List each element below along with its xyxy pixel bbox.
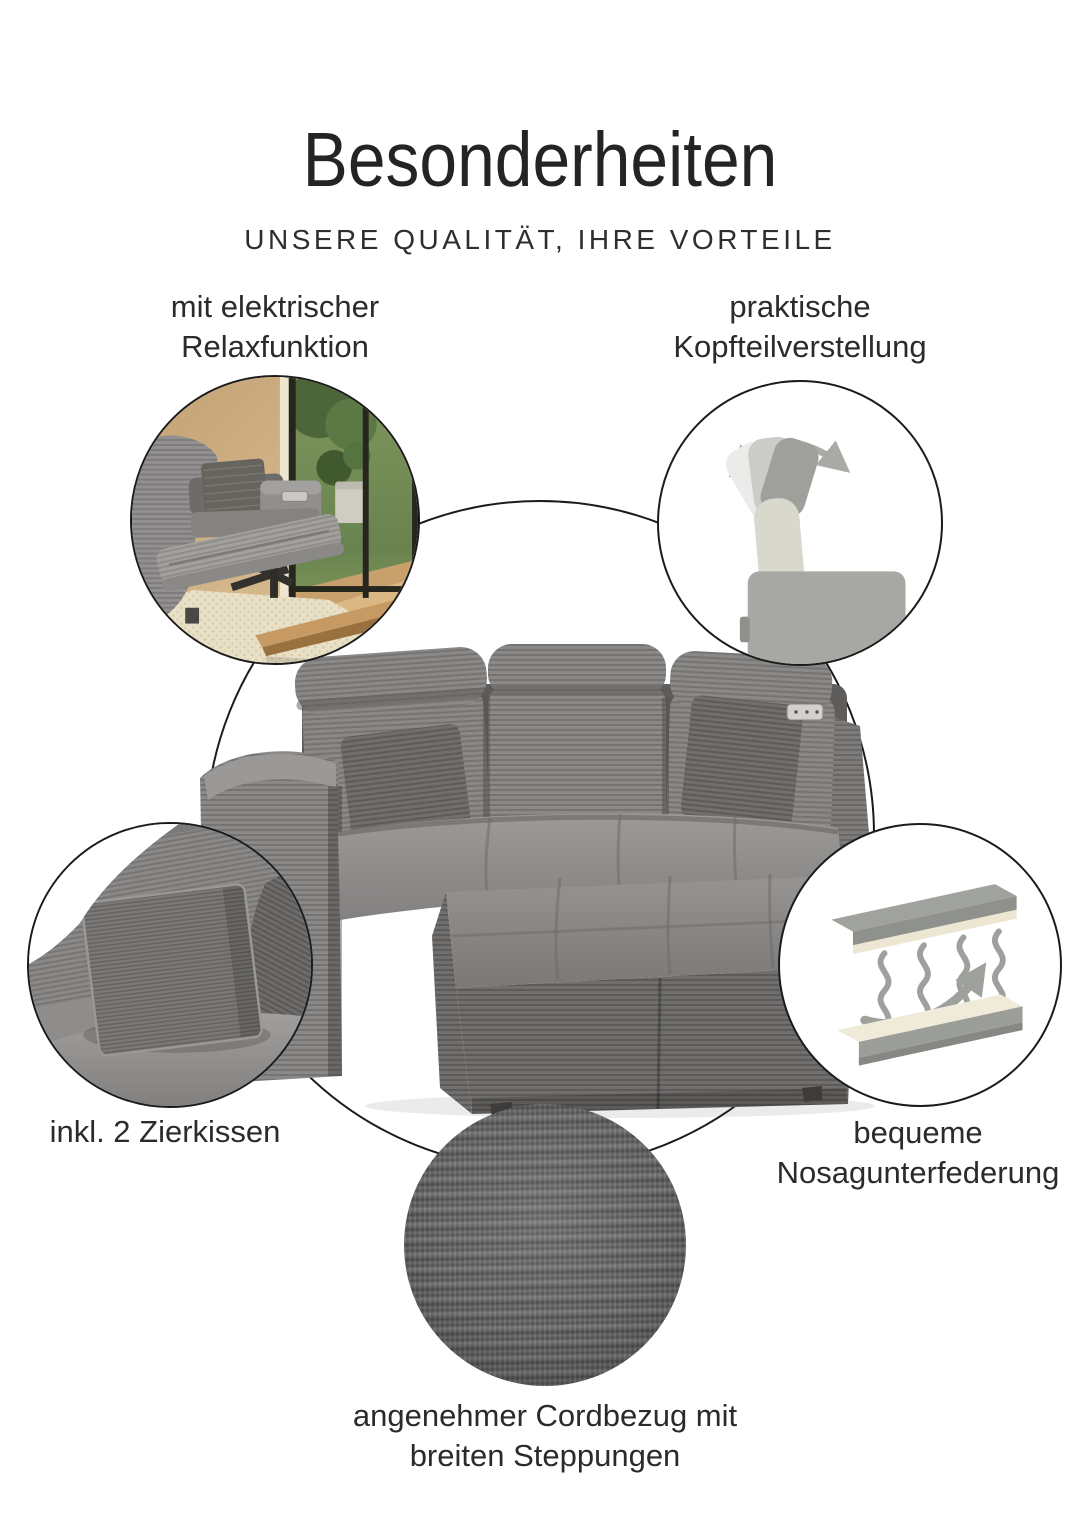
feature-label-pillows	[0, 1112, 330, 1152]
feature-label-line: breiten Steppungen	[409, 1438, 681, 1473]
feature-label-line: Kopfteilverstellung	[673, 329, 927, 364]
feature-icon-suspension	[778, 823, 1062, 1107]
feature-label-line: inkl. 2 Zierkissen	[49, 1114, 281, 1149]
feature-label-line: Relaxfunktion	[181, 329, 369, 364]
nosag-suspension-icon	[780, 825, 1060, 1105]
feature-label-line: angenehmer Cordbezug mit	[352, 1398, 738, 1433]
feature-photo-relax	[130, 375, 420, 665]
feature-icon-headrest	[657, 380, 943, 666]
sofa-image	[190, 636, 885, 1121]
feature-label-line: bequeme	[853, 1115, 983, 1150]
feature-label-suspension	[718, 1113, 1080, 1193]
feature-photo-fabric	[404, 1104, 686, 1386]
feature-label-line: praktische	[729, 289, 871, 324]
headrest-adjust-icon	[659, 382, 941, 664]
feature-label-headrest	[600, 287, 1000, 367]
feature-label-line: Nosagunterfederung	[776, 1155, 1060, 1190]
feature-label-fabric	[265, 1396, 825, 1476]
feature-label-line: mit elektrischer	[170, 289, 380, 324]
page-title: Besonderheiten	[302, 117, 778, 203]
feature-photo-pillows	[27, 822, 313, 1108]
feature-label-relax	[75, 287, 475, 367]
page-subtitle: UNSERE QUALITÄT, IHRE VORTEILE	[244, 224, 836, 255]
